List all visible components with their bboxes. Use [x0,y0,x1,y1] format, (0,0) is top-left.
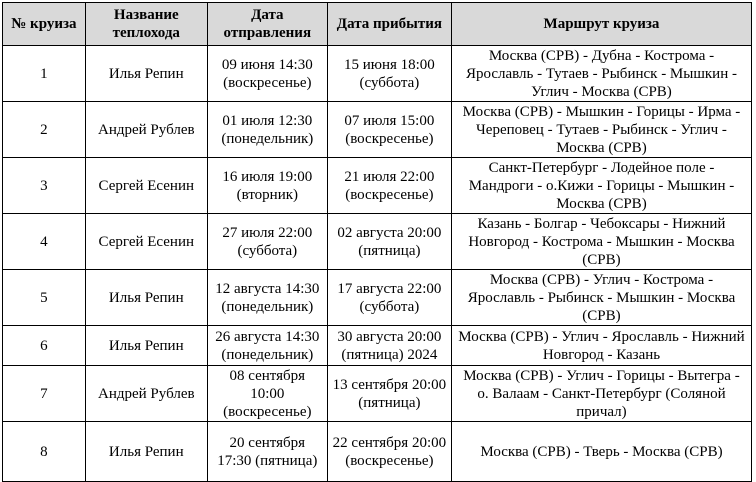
header-ship-name: Название теплохода [85,3,207,46]
cell-ship-name: Сергей Есенин [85,214,207,270]
cell-arrival: 13 сентября 20:00 (пятница) [327,366,451,422]
cell-arrival: 15 июня 18:00 (суббота) [327,46,451,102]
cell-route: Москва (СРВ) - Углич - Ярославль - Нижний Новгород - Казань [451,326,751,366]
header-departure-date: Дата отправления [207,3,327,46]
table-header-row [3,3,752,46]
cell-route: Санкт-Петербург - Лодейное поле - Мандроги - о.Кижи - Горицы - Мышкин - Москва (СРВ) [451,158,751,214]
cell-departure: 08 сентября 10:00 (воскресенье) [207,366,327,422]
cell-cruise-no: 7 [3,366,86,422]
cell-ship-name: Илья Репин [85,422,207,482]
table-row [3,102,752,158]
cell-arrival: 17 августа 22:00 (суббота) [327,270,451,326]
cell-ship-name: Илья Репин [85,46,207,102]
header-cruise-no: № круиза [3,3,86,46]
cell-cruise-no: 4 [3,214,86,270]
cell-ship-name: Сергей Есенин [85,158,207,214]
cell-cruise-no: 8 [3,422,86,482]
cell-route: Москва (СРВ) - Углич - Горицы - Вытегра - о. Валаам - Санкт-Петербург (Соляной причал) [451,366,751,422]
cell-departure: 20 сентября 17:30 (пятница) [207,422,327,482]
cell-cruise-no: 2 [3,102,86,158]
cell-departure: 09 июня 14:30 (воскресенье) [207,46,327,102]
cell-ship-name: Андрей Рублев [85,102,207,158]
table-row [3,422,752,482]
cell-cruise-no: 5 [3,270,86,326]
cell-arrival: 21 июля 22:00 (воскресенье) [327,158,451,214]
cell-arrival: 02 августа 20:00 (пятница) [327,214,451,270]
cell-departure: 26 августа 14:30 (понедельник) [207,326,327,366]
cell-departure: 16 июля 19:00 (вторник) [207,158,327,214]
cell-departure: 01 июля 12:30 (понедельник) [207,102,327,158]
cell-route: Москва (СРВ) - Тверь - Москва (СРВ) [451,422,751,482]
cell-cruise-no: 6 [3,326,86,366]
cell-ship-name: Илья Репин [85,270,207,326]
cell-cruise-no: 1 [3,46,86,102]
cruise-schedule-table [2,2,752,482]
table-row [3,158,752,214]
cell-route: Казань - Болгар - Чебоксары - Нижний Новгород - Кострома - Мышкин - Москва (СРВ) [451,214,751,270]
cell-departure: 27 июля 22:00 (суббота) [207,214,327,270]
header-route: Маршрут круиза [451,3,751,46]
cell-route: Москва (СРВ) - Мышкин - Горицы - Ирма - Череповец - Тутаев - Рыбинск - Углич - Москва (СРВ) [451,102,751,158]
cell-cruise-no: 3 [3,158,86,214]
header-arrival-date: Дата прибытия [327,3,451,46]
table-row [3,214,752,270]
table-row [3,270,752,326]
cell-ship-name: Илья Репин [85,326,207,366]
table-row [3,46,752,102]
cell-arrival: 30 августа 20:00 (пятница) 2024 [327,326,451,366]
cell-ship-name: Андрей Рублев [85,366,207,422]
table-row [3,366,752,422]
cell-arrival: 22 сентября 20:00 (воскресенье) [327,422,451,482]
table-row [3,326,752,366]
cell-departure: 12 августа 14:30 (понедельник) [207,270,327,326]
cell-route: Москва (СРВ) - Углич - Кострома - Ярославль - Рыбинск - Мышкин - Москва (СРВ) [451,270,751,326]
cell-arrival: 07 июля 15:00 (воскресенье) [327,102,451,158]
cell-route: Москва (СРВ) - Дубна - Кострома - Ярославль - Тутаев - Рыбинск - Мышкин - Углич - Москва (СРВ) [451,46,751,102]
